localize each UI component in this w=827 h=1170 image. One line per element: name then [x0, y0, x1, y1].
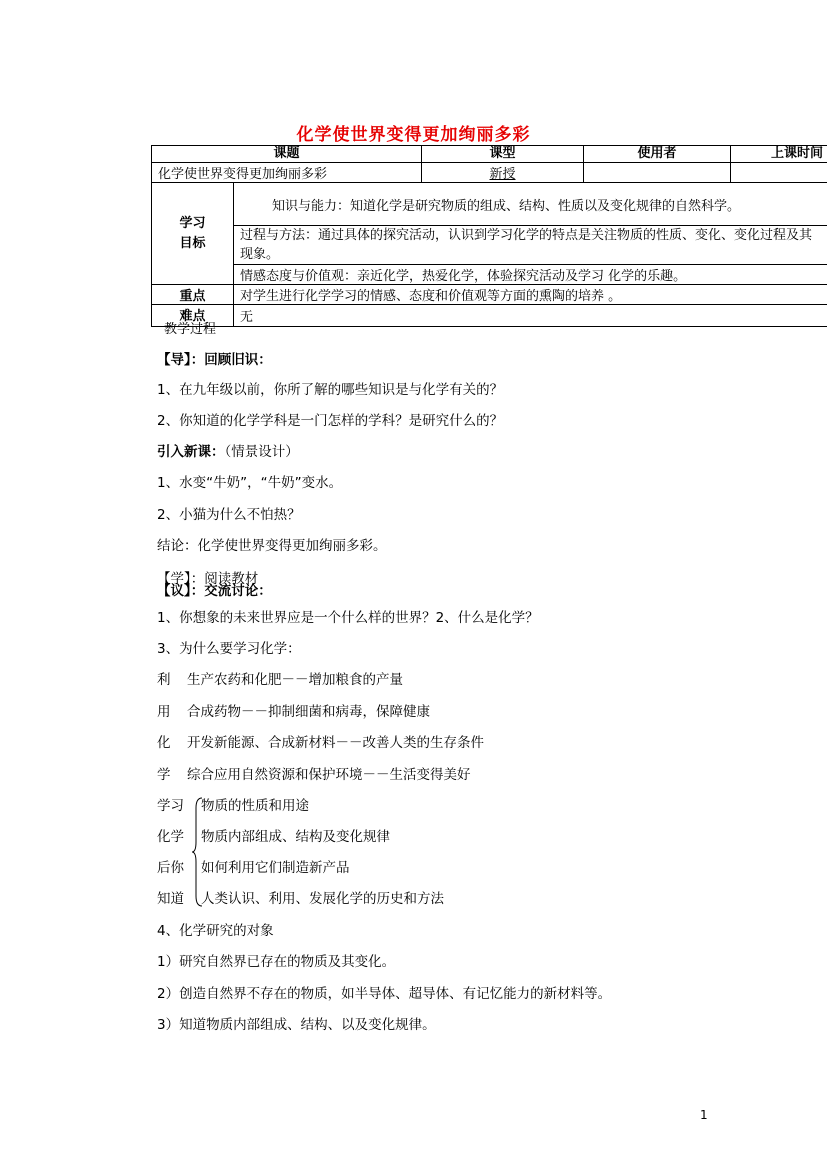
objective-process: 过程与方法：通过具体的探究活动，认识到学习化学的特点是关注物质的性质、变化、变化过程及其 现象。	[234, 226, 827, 265]
key-point-text: 对学生进行化学学习的情感、态度和价值观等方面的熏陶的培养 。	[234, 285, 827, 305]
objectives-row-3	[152, 265, 827, 285]
guide-heading: 【导】：回顾旧识：	[157, 352, 272, 368]
difficulty-row	[152, 305, 827, 327]
user-cell	[584, 163, 731, 183]
objectives-label: 学习 目标	[152, 183, 234, 285]
use-line-2: 用 合成药物－－抑制细菌和病毒，保障健康	[157, 704, 430, 720]
key-point-row	[152, 285, 827, 305]
use-line-3: 化 开发新能源、合成新材料－－改善人类的生存条件	[157, 735, 484, 751]
header-time: 上课时间	[731, 146, 827, 163]
conclusion: 结论：化学使世界变得更加绚丽多彩。	[157, 538, 387, 554]
know-line-3: 后你 如何利用它们制造新产品	[157, 860, 350, 876]
difficulty-text: 无	[234, 305, 827, 327]
table-row	[152, 163, 827, 183]
lesson-info-table	[151, 145, 827, 327]
discussion-1: 1、你想象的未来世界应是一个什么样的世界？2、什么是化学？	[157, 610, 539, 626]
object-2: 2）创造自然界不存在的物质，如半导体、超导体、有记忆能力的新材料等。	[157, 986, 612, 1002]
objective-knowledge: 知识与能力：知道化学是研究物质的组成、结构、性质以及变化规律的自然科学。	[234, 183, 827, 226]
discuss-heading: 【议】：交流讨论：	[157, 583, 272, 599]
header-topic: 课题	[152, 146, 422, 163]
topic-cell: 化学使世界变得更加绚丽多彩	[152, 163, 422, 183]
page-number: 1	[700, 1108, 708, 1122]
scenario-1: 1、水变“牛奶”，“牛奶”变水。	[157, 475, 343, 491]
difficulty-label: 难点	[152, 305, 234, 327]
object-1: 1）研究自然界已存在的物质及其变化。	[157, 954, 396, 970]
question-2: 2、你知道的化学学科是一门怎样的学科？是研究什么的？	[157, 413, 504, 429]
lesson-type: 新授	[489, 167, 516, 182]
objectives-row-2	[152, 226, 827, 265]
teaching-process-label: 教学过程	[164, 322, 217, 337]
discussion-4: 4、化学研究的对象	[157, 923, 274, 939]
intro-line: 引入新课：（情景设计）	[157, 444, 299, 460]
know-line-2: 化学 物质内部组成、结构及变化规律	[157, 829, 390, 845]
key-point-label: 重点	[152, 285, 234, 305]
table-header-row	[152, 146, 827, 163]
objectives-row-1	[152, 183, 827, 226]
discussion-3: 3、为什么要学习化学：	[157, 641, 301, 657]
header-user: 使用者	[584, 146, 731, 163]
scenario-2: 2、小猫为什么不怕热？	[157, 507, 301, 523]
know-line-1: 学习 物质的性质和用途	[157, 798, 309, 814]
learn-heading: 【学】：阅读教材	[157, 571, 259, 587]
use-line-4: 学 综合应用自然资源和保护环境－－生活变得美好	[157, 767, 471, 783]
object-3: 3）知道物质内部组成、结构、以及变化规律。	[157, 1017, 436, 1033]
question-1: 1、在九年级以前，你所了解的哪些知识是与化学有关的？	[157, 382, 504, 398]
document-title: 化学使世界变得更加绚丽多彩	[296, 125, 531, 145]
use-line-1: 利 生产农药和化肥－－增加粮食的产量	[157, 672, 403, 688]
header-type: 课型	[422, 146, 584, 163]
time-cell	[731, 163, 827, 183]
objective-emotion: 情感态度与价值观：亲近化学，热爱化学，体验探究活动及学习 化学的乐趣。	[234, 265, 827, 285]
know-line-4: 知道 人类认识、利用、发展化学的历史和方法	[157, 891, 444, 907]
